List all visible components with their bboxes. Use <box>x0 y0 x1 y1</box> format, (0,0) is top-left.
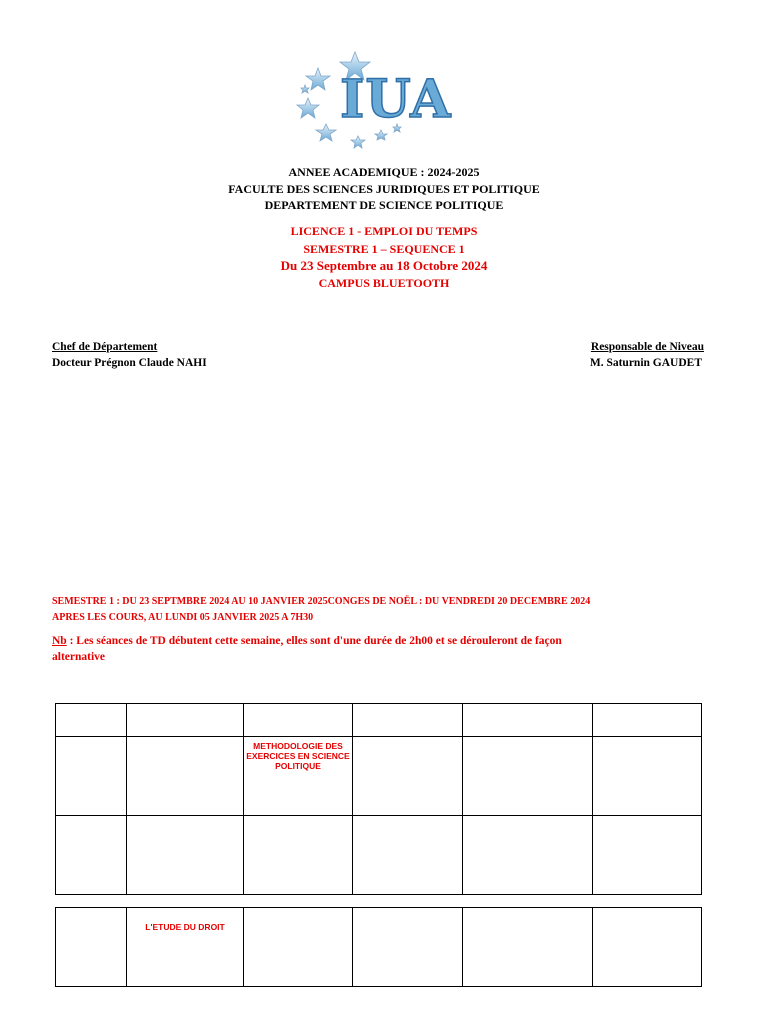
course-etude-du-droit: L'ETUDE DU DROIT <box>145 922 225 932</box>
chef-departement-name: Docteur Prégnon Claude NAHI <box>52 357 207 369</box>
table-row <box>56 704 702 737</box>
semester-notice-line1: SEMESTRE 1 : DU 23 SEPTMBRE 2024 AU 10 JANVIER 2025CONGES DE NOËL : DU VENDREDI 20 DECEMBRE 2024 <box>52 596 591 607</box>
table-cell <box>127 908 244 987</box>
table-cell <box>353 816 463 895</box>
semester-sequence: SEMESTRE 1 – SEQUENCE 1 <box>303 242 465 256</box>
faculty-name: FACULTE DES SCIENCES JURIDIQUES ET POLITIQUE <box>228 182 540 196</box>
table-cell <box>127 816 244 895</box>
programme-title: LICENCE 1 - EMPLOI DU TEMPS <box>290 224 478 238</box>
table-cell <box>353 737 463 816</box>
nb-label: Nb <box>52 635 67 647</box>
timetable-lower <box>55 907 702 987</box>
table-cell <box>593 737 702 816</box>
table-cell <box>56 816 127 895</box>
table-row <box>56 737 702 816</box>
table-cell <box>593 816 702 895</box>
academic-year: ANNEE ACADEMIQUE : 2024-2025 <box>288 165 480 179</box>
table-cell <box>593 908 702 987</box>
date-range: Du 23 Septembre au 18 Octobre 2024 <box>280 258 488 273</box>
logo <box>288 48 478 152</box>
table-cell <box>127 704 244 737</box>
course-methodologie: METHODOLOGIE DES EXERCICES EN SCIENCE POLITIQUE <box>246 741 350 771</box>
table-cell <box>56 704 127 737</box>
table-row <box>56 816 702 895</box>
table-cell <box>463 908 593 987</box>
table-cell <box>244 908 353 987</box>
nb-text: : Les séances de TD débutent cette semaine, elles sont d'une durée de 2h00 et se dérouleront de façon <box>66 635 562 647</box>
nb-note-line1 <box>52 633 702 649</box>
semester-notice-line2: APRES LES COURS, AU LUNDI 05 JANVIER 2025 A 7H30 <box>52 612 314 623</box>
table-cell <box>463 704 593 737</box>
table-cell <box>593 704 702 737</box>
table-cell <box>463 816 593 895</box>
department-name: DEPARTEMENT DE SCIENCE POLITIQUE <box>264 198 504 212</box>
table-cell <box>463 737 593 816</box>
timetable-upper <box>55 703 702 895</box>
table-cell <box>244 816 353 895</box>
table-cell <box>56 737 127 816</box>
campus-name: CAMPUS BLUETOOTH <box>318 276 450 290</box>
table-cell <box>244 737 353 816</box>
table-cell <box>56 908 127 987</box>
table-row <box>56 908 702 987</box>
table-cell <box>353 704 463 737</box>
table-cell <box>244 704 353 737</box>
table-cell <box>353 908 463 987</box>
logo-text: IUA <box>340 69 452 130</box>
table-cell <box>127 737 244 816</box>
responsable-niveau-name: M. Saturnin GAUDET <box>589 357 702 369</box>
nb-note-line2: alternative <box>52 651 106 663</box>
responsable-niveau-title: Responsable de Niveau <box>590 341 704 353</box>
chef-departement-title: Chef de Département <box>52 341 158 353</box>
